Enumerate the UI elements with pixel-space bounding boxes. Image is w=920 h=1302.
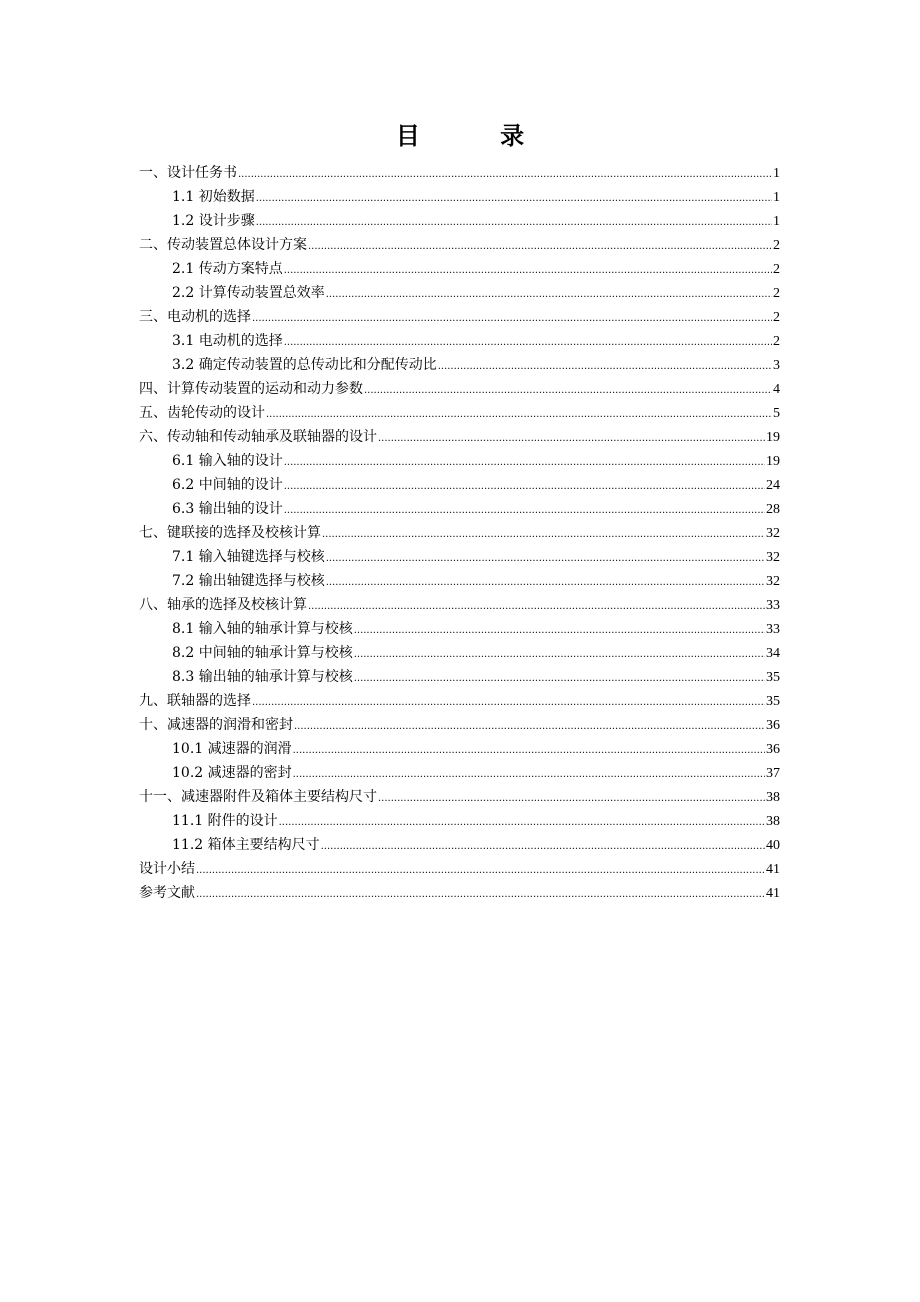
toc-section-entry[interactable] [139,281,780,305]
toc-entry-label: 8.2 中间轴的轴承计算与校核 [172,645,353,661]
toc-section-entry[interactable] [139,641,780,665]
toc-page-number: 2 [773,238,780,253]
toc-section-entry[interactable] [139,761,780,785]
toc-chapter-entry[interactable] [139,377,780,401]
toc-page-number: 35 [766,694,780,709]
toc-page-number: 2 [773,334,780,349]
toc-chapter-entry[interactable] [139,713,780,737]
toc-dot-leader [354,667,765,691]
toc-section-entry[interactable] [139,497,780,521]
toc-section-entry[interactable] [139,545,780,569]
toc-dot-leader [326,571,765,595]
toc-entry-label: 九、联轴器的选择 [139,693,251,709]
toc-page-number: 41 [766,862,780,877]
toc-section-entry[interactable] [139,833,780,857]
toc-dot-leader [364,379,772,403]
toc-section-entry[interactable] [139,617,780,641]
toc-section-entry[interactable] [139,353,780,377]
toc-dot-leader [326,283,772,307]
toc-page-number: 37 [766,766,780,781]
toc-dot-leader [308,595,765,619]
toc-chapter-entry[interactable] [139,305,780,329]
toc-dot-leader [266,403,772,427]
toc-dot-leader [293,763,765,787]
toc-dot-leader [322,523,765,547]
toc-chapter-entry[interactable] [139,425,780,449]
toc-dot-leader [438,355,772,379]
toc-dot-leader [256,211,772,235]
toc-entry-label: 6.2 中间轴的设计 [172,477,283,493]
toc-entry-label: 7.2 输出轴键选择与校核 [172,573,325,589]
toc-dot-leader [294,715,765,739]
toc-entry-label: 8.3 输出轴的轴承计算与校核 [172,669,353,685]
toc-dot-leader [326,547,765,571]
toc-entry-label: 参考文献 [139,885,195,901]
toc-dot-leader [321,835,765,859]
toc-section-entry[interactable] [139,665,780,689]
toc-page-number: 1 [773,214,780,229]
toc-chapter-entry[interactable] [139,857,780,881]
toc-entry-label: 三、电动机的选择 [139,309,251,325]
toc-dot-leader [252,691,765,715]
toc-dot-leader [378,427,765,451]
toc-dot-leader [378,787,765,811]
toc-entry-label: 10.2 减速器的密封 [172,765,292,781]
toc-page-number: 28 [766,502,780,517]
toc-section-entry[interactable] [139,329,780,353]
toc-page-number: 32 [766,574,780,589]
toc-entry-label: 一、设计任务书 [139,165,237,181]
toc-chapter-entry[interactable] [139,881,780,905]
toc-entry-label: 11.2 箱体主要结构尺寸 [172,837,320,853]
toc-page-number: 24 [766,478,780,493]
toc-dot-leader [354,619,765,643]
toc-dot-leader [284,475,765,499]
toc-chapter-entry[interactable] [139,785,780,809]
toc-entry-label: 七、键联接的选择及校核计算 [139,525,321,541]
toc-section-entry[interactable] [139,569,780,593]
toc-page-number: 32 [766,526,780,541]
toc-entry-label: 6.3 输出轴的设计 [172,501,283,517]
toc-dot-leader [279,811,765,835]
toc-page-number: 41 [766,886,780,901]
toc-entry-label: 十、减速器的润滑和密封 [139,717,293,733]
toc-page-number: 4 [773,382,780,397]
toc-entry-label: 四、计算传动装置的运动和动力参数 [139,381,363,397]
toc-dot-leader [293,739,765,763]
toc-entry-label: 2.2 计算传动装置总效率 [172,285,325,301]
toc-page-number: 32 [766,550,780,565]
toc-chapter-entry[interactable] [139,521,780,545]
toc-page-number: 3 [773,358,780,373]
toc-page-number: 35 [766,670,780,685]
toc-page-number: 1 [773,190,780,205]
toc-dot-leader [284,499,765,523]
toc-page-number: 38 [766,790,780,805]
toc-entry-label: 十一、减速器附件及箱体主要结构尺寸 [139,789,377,805]
toc-page-number: 19 [766,454,780,469]
toc-page-number: 33 [766,622,780,637]
toc-chapter-entry[interactable] [139,233,780,257]
toc-page-number: 2 [773,262,780,277]
toc-entry-label: 2.1 传动方案特点 [172,261,283,277]
toc-page-number: 40 [766,838,780,853]
toc-section-entry[interactable] [139,209,780,233]
toc-page-number: 34 [766,646,780,661]
toc-chapter-entry[interactable] [139,593,780,617]
toc-section-entry[interactable] [139,473,780,497]
toc-dot-leader [256,187,772,211]
toc-entry-label: 7.1 输入轴键选择与校核 [172,549,325,565]
toc-chapter-entry[interactable] [139,689,780,713]
toc-dot-leader [196,859,765,883]
toc-section-entry[interactable] [139,185,780,209]
toc-dot-leader [284,259,772,283]
toc-section-entry[interactable] [139,257,780,281]
toc-entry-label: 五、齿轮传动的设计 [139,405,265,421]
toc-dot-leader [238,163,772,187]
toc-entry-label: 六、传动轴和传动轴承及联轴器的设计 [139,429,377,445]
toc-page-number: 2 [773,310,780,325]
toc-entry-label: 3.2 确定传动装置的总传动比和分配传动比 [172,357,437,373]
toc-section-entry[interactable] [139,737,780,761]
toc-entry-label: 3.1 电动机的选择 [172,333,283,349]
toc-dot-leader [354,643,765,667]
toc-chapter-entry[interactable] [139,401,780,425]
toc-entry-label: 8.1 输入轴的轴承计算与校核 [172,621,353,637]
toc-dot-leader [284,331,772,355]
toc-list [139,161,780,905]
toc-page-number: 2 [773,286,780,301]
toc-entry-label: 6.1 输入轴的设计 [172,453,283,469]
toc-dot-leader [196,883,765,907]
toc-entry-label: 八、轴承的选择及校核计算 [139,597,307,613]
toc-page-number: 36 [766,718,780,733]
toc-dot-leader [308,235,772,259]
toc-title: 目 录 [395,121,561,150]
toc-page-number: 36 [766,742,780,757]
toc-section-entry[interactable] [139,809,780,833]
toc-entry-label: 二、传动装置总体设计方案 [139,237,307,253]
toc-dot-leader [284,451,765,475]
toc-page-number: 19 [766,430,780,445]
toc-page-number: 38 [766,814,780,829]
toc-entry-label: 11.1 附件的设计 [172,813,278,829]
toc-chapter-entry[interactable] [139,161,780,185]
toc-page-number: 33 [766,598,780,613]
toc-entry-label: 设计小结 [139,861,195,877]
toc-page-number: 1 [773,166,780,181]
toc-entry-label: 1.2 设计步骤 [172,213,255,229]
toc-entry-label: 10.1 减速器的润滑 [172,741,292,757]
toc-entry-label: 1.1 初始数据 [172,189,255,205]
toc-page-number: 5 [773,406,780,421]
toc-section-entry[interactable] [139,449,780,473]
toc-dot-leader [252,307,772,331]
